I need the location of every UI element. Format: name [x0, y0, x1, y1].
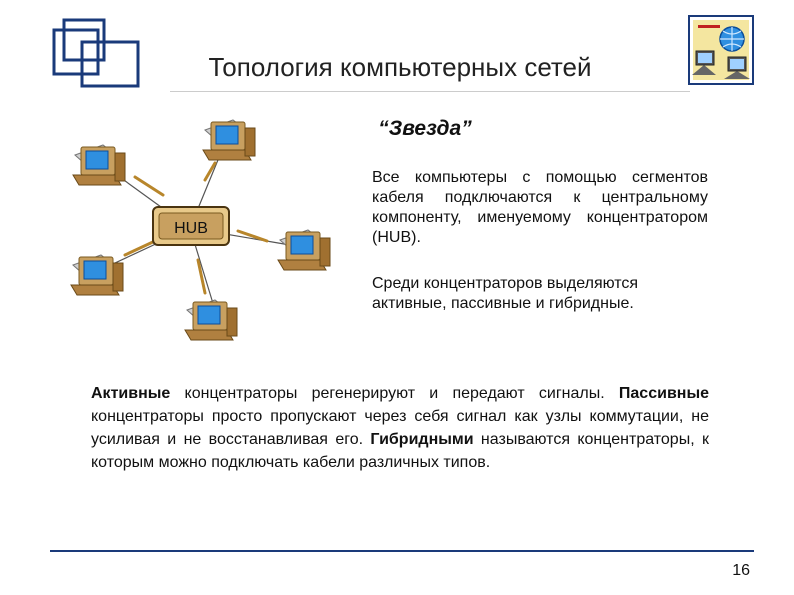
- active-term: Активные: [91, 385, 171, 402]
- page-title: Топология компьютерных сетей: [208, 52, 592, 82]
- description-paragraph: Все компьютеры с помощью сегментов кабеля подключаются к центральному компоненту, именуемому концентратором (HUB).: [372, 169, 708, 246]
- passive-term: Пассивные: [618, 385, 709, 402]
- hub-label: HUB: [174, 220, 208, 237]
- hub-types-paragraph: Среди концентраторов выделяются активные, пассивные и гибридные.: [372, 275, 639, 312]
- active-text: концентраторы регенерируют и передают сигналы.: [170, 385, 619, 402]
- title-divider: [170, 91, 690, 92]
- passive-text: концентраторы просто пропускают через себя сигнал как узлы коммутации, не усиливая и не восстанавливая его.: [91, 408, 709, 448]
- footer-divider: [50, 550, 754, 552]
- computer-icon: [71, 255, 123, 295]
- star-topology-diagram: [55, 115, 345, 355]
- computer-icon: [203, 120, 255, 160]
- network-computers-icon: [688, 15, 754, 85]
- computer-icon: [185, 300, 237, 340]
- computer-icon: [73, 145, 125, 185]
- overlapping-squares-icon: [52, 18, 142, 90]
- hybrid-text: называются концентраторы, к которым можно подключать кабели различных типов.: [91, 431, 710, 471]
- hub-types-description: [91, 382, 709, 474]
- hybrid-term: Гибридными: [370, 431, 474, 448]
- page-number: 16: [732, 562, 750, 579]
- computer-icon: [278, 230, 330, 270]
- subtitle: “Звезда”: [378, 117, 472, 140]
